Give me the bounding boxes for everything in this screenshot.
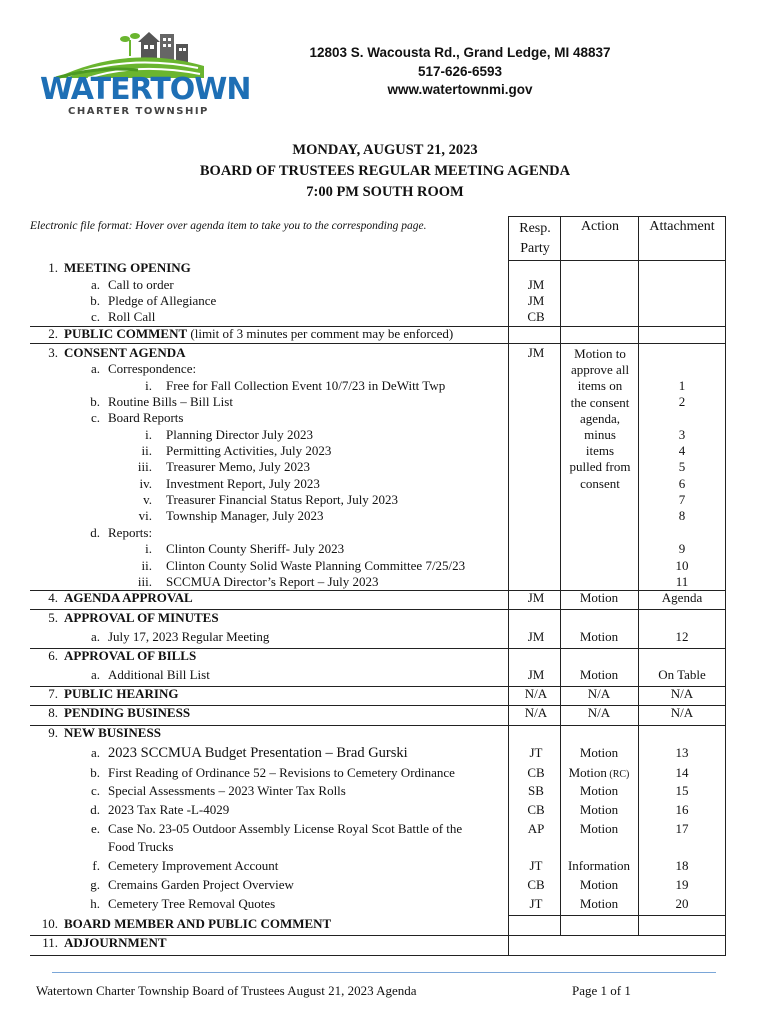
consent-action-line: the consent (570, 394, 630, 410)
item-label[interactable]: Cremains Garden Project Overview (108, 877, 294, 892)
item-label[interactable]: Pledge of Allegiance (108, 293, 217, 308)
item-number: d. (90, 802, 100, 817)
footer-document-name: Watertown Charter Township Board of Trustees August 21, 2023 Agenda (36, 983, 417, 998)
item-number: 11. (42, 935, 58, 950)
item-label[interactable]: Treasurer Memo, July 2023 (166, 459, 310, 474)
responsible-party: N/A (524, 705, 548, 720)
responsible-party: JM (527, 629, 545, 644)
phone-number: 517-626-6593 (417, 63, 503, 79)
roll-call-note: (RC) (606, 769, 630, 780)
item-label[interactable]: 2023 Tax Rate -L-4029 (108, 802, 230, 817)
attachment-link[interactable]: 8 (678, 508, 686, 523)
attachment-link[interactable]: Agenda (661, 590, 703, 605)
agenda-row[interactable] (0, 725, 770, 742)
meeting-time-room: 7:00 PM SOUTH ROOM (306, 184, 464, 200)
responsible-party: SB (528, 783, 544, 798)
item-number: ii. (141, 443, 152, 458)
consent-action-line: minus (584, 427, 616, 443)
address-block (250, 44, 670, 100)
item-label[interactable]: CONSENT AGENDA (64, 345, 186, 360)
item-number: d. (90, 525, 100, 540)
agenda-row[interactable] (0, 705, 770, 722)
consent-action-line: consent (580, 475, 620, 491)
agenda-row[interactable] (0, 558, 770, 575)
item-label[interactable]: Planning Director July 2023 (166, 427, 313, 442)
attachment-link[interactable]: 11 (675, 574, 689, 589)
item-action: Motion (579, 877, 619, 892)
item-number: v. (143, 492, 152, 507)
agenda-row[interactable] (0, 648, 770, 665)
attachment-link[interactable]: 9 (678, 541, 686, 556)
item-action: Motion (579, 745, 619, 760)
item-number: i. (145, 427, 152, 442)
attachment-link[interactable]: 18 (675, 858, 689, 873)
item-number: 9. (48, 725, 58, 740)
agenda-row[interactable] (0, 896, 770, 913)
item-action: Motion (579, 629, 619, 644)
item-number: a. (90, 667, 100, 682)
agenda-row[interactable] (0, 410, 770, 427)
item-number: a. (90, 629, 100, 644)
meeting-name: BOARD OF TRUSTEES REGULAR MEETING AGENDA (199, 163, 571, 179)
consent-action-line: approve all (570, 362, 630, 378)
consent-action-line: items on (577, 378, 623, 394)
item-label[interactable]: Township Manager, July 2023 (166, 508, 324, 523)
item-action: N/A (587, 686, 611, 701)
item-number: b. (90, 293, 100, 308)
item-label[interactable]: APPROVAL OF MINUTES (64, 610, 219, 625)
agenda-row[interactable] (0, 916, 770, 933)
item-label[interactable]: APPROVAL OF BILLS (64, 648, 197, 663)
header-resp-party: Resp. Party (519, 221, 551, 256)
item-action: Motion (579, 667, 619, 682)
attachment-link[interactable]: 4 (678, 443, 686, 458)
item-label[interactable]: Reports: (108, 525, 153, 540)
attachment-link[interactable]: 3 (678, 427, 686, 442)
footer-rule (52, 972, 716, 973)
item-number: a. (90, 361, 100, 376)
item-label[interactable]: BOARD MEMBER AND PUBLIC COMMENT (64, 916, 332, 931)
responsible-party: AP (527, 821, 545, 836)
item-action: Motion (579, 590, 619, 605)
consent-agenda-action (562, 346, 638, 492)
agenda-row[interactable] (0, 427, 770, 444)
agenda-row[interactable] (0, 459, 770, 476)
item-label[interactable]: Cemetery Tree Removal Quotes (108, 896, 276, 911)
item-label[interactable]: Special Assessments – 2023 Winter Tax Rolls (108, 783, 346, 798)
responsible-party: N/A (524, 686, 548, 701)
item-number: g. (90, 877, 100, 892)
item-action: Motion (579, 896, 619, 911)
agenda-row[interactable] (0, 476, 770, 493)
agenda-row[interactable] (0, 821, 770, 838)
attachment-link[interactable]: 14 (675, 765, 689, 780)
attachment-link[interactable]: 20 (675, 896, 689, 911)
agenda-row[interactable] (0, 935, 770, 952)
item-number: 8. (48, 705, 58, 720)
agenda-row[interactable] (0, 277, 770, 294)
agenda-row[interactable] (0, 260, 770, 277)
agenda-row[interactable] (0, 492, 770, 509)
agenda-row[interactable] (0, 345, 770, 362)
item-number: iii. (137, 574, 152, 589)
responsible-party: JM (527, 590, 545, 605)
agenda-row[interactable] (0, 309, 770, 326)
agenda-row[interactable] (0, 629, 770, 646)
item-number: c. (90, 309, 100, 324)
agenda-row[interactable] (0, 293, 770, 310)
meeting-date: MONDAY, AUGUST 21, 2023 (292, 142, 478, 158)
consent-action-line: agenda, (579, 410, 621, 426)
agenda-row[interactable] (0, 590, 770, 607)
attachment-link[interactable]: 15 (675, 783, 689, 798)
attachment-link[interactable]: 2 (678, 394, 686, 409)
item-label[interactable]: NEW BUSINESS (64, 725, 161, 740)
item-number: 1. (48, 260, 58, 275)
responsible-party: JM (527, 345, 545, 360)
electronic-format-note: Electronic file format: Hover over agenda item to take you to the corresponding page. (30, 220, 427, 232)
item-label[interactable]: Free for Fall Collection Event 10/7/23 in DeWitt Twp (166, 378, 446, 393)
item-label[interactable]: Cemetery Improvement Account (108, 858, 279, 873)
item-action: Motion (579, 783, 619, 798)
agenda-row[interactable] (0, 610, 770, 627)
item-number: a. (90, 277, 100, 292)
agenda-row[interactable] (0, 802, 770, 819)
item-number: vi. (138, 508, 152, 523)
item-number: iv. (139, 476, 152, 491)
attachment-link[interactable]: On Table (658, 667, 706, 682)
agenda-row[interactable] (0, 525, 770, 542)
item-number: c. (90, 410, 100, 425)
item-action: Motion (579, 821, 619, 836)
attachment-link[interactable]: 12 (675, 629, 689, 644)
logo-word: WATERTOWN (40, 72, 251, 107)
item-number: 10. (41, 916, 58, 931)
agenda-row[interactable] (0, 858, 770, 875)
responsible-party: JM (527, 293, 545, 308)
item-label[interactable]: PENDING BUSINESS (64, 705, 191, 720)
agenda-row[interactable] (0, 667, 770, 684)
item-label[interactable]: AGENDA APPROVAL (64, 590, 193, 605)
attachment-link[interactable]: 1 (678, 378, 686, 393)
item-action: Information (567, 858, 631, 873)
agenda-row[interactable] (0, 574, 770, 591)
agenda-row[interactable] (0, 378, 770, 395)
agenda-row[interactable] (0, 326, 770, 343)
item-number: 3. (48, 345, 58, 360)
item-label[interactable]: Permitting Activities, July 2023 (166, 443, 332, 458)
agenda-row[interactable] (0, 765, 770, 782)
item-number: i. (145, 378, 152, 393)
responsible-party: JT (529, 896, 543, 911)
agenda-row[interactable] (0, 745, 770, 762)
responsible-party: CB (527, 877, 545, 892)
item-label[interactable]: Additional Bill List (108, 667, 210, 682)
item-note: (limit of 3 minutes per comment may be enforced) (187, 326, 454, 341)
responsible-party: CB (527, 309, 545, 324)
agenda-row[interactable] (0, 877, 770, 894)
item-number: a. (90, 745, 100, 760)
item-label[interactable]: Case No. 23-05 Outdoor Assembly License Royal Scot Battle of the (108, 821, 463, 836)
agenda-row[interactable] (0, 783, 770, 800)
agenda-row[interactable] (0, 394, 770, 411)
attachment-link[interactable]: 6 (678, 476, 686, 491)
attachment-link[interactable]: 16 (675, 802, 689, 817)
agenda-row[interactable] (0, 686, 770, 703)
item-number: 4. (48, 590, 58, 605)
item-label[interactable]: Routine Bills – Bill List (108, 394, 233, 409)
attachment-link[interactable]: 7 (678, 492, 686, 507)
item-number: 2. (48, 326, 58, 341)
responsible-party: JT (529, 745, 543, 760)
agenda-title (0, 140, 770, 203)
responsible-party: CB (527, 765, 545, 780)
consent-action-line: items (585, 443, 615, 459)
item-label[interactable]: Clinton County Sheriff- July 2023 (166, 541, 345, 556)
consent-action-line: pulled from (569, 459, 631, 475)
item-label[interactable]: MEETING OPENING (64, 260, 191, 275)
responsible-party: JT (529, 858, 543, 873)
item-number: 5. (48, 610, 58, 625)
attachment-link[interactable]: 19 (675, 877, 689, 892)
item-label[interactable]: Correspondence: (108, 361, 197, 376)
logo-subtitle: CHARTER TOWNSHIP (68, 106, 209, 117)
attachment-link[interactable]: 10 (675, 558, 689, 573)
website-link[interactable]: www.watertownmi.gov (387, 82, 533, 97)
item-label[interactable]: 2023 SCCMUA Budget Presentation – Brad Gurski (108, 745, 408, 761)
item-number: 7. (48, 686, 58, 701)
agenda-row[interactable] (0, 443, 770, 460)
attachment-link[interactable]: N/A (670, 686, 694, 701)
item-label[interactable]: SCCMUA Director’s Report – July 2023 (166, 574, 379, 589)
item-label[interactable]: Investment Report, July 2023 (166, 476, 320, 491)
item-label[interactable]: Board Reports (108, 410, 184, 425)
item-number: c. (90, 783, 100, 798)
item-label[interactable]: First Reading of Ordinance 52 – Revisions to Cemetery Ordinance (108, 765, 455, 780)
item-number: ii. (141, 558, 152, 573)
responsible-party: JM (527, 277, 545, 292)
attachment-link[interactable]: 17 (675, 821, 689, 836)
responsible-party: CB (527, 802, 545, 817)
header-attachment: Attachment (649, 219, 715, 234)
item-number: f. (92, 858, 100, 873)
item-number: iii. (137, 459, 152, 474)
attachment-link[interactable]: 5 (678, 459, 686, 474)
header-action: Action (580, 219, 620, 234)
item-number: b. (90, 765, 100, 780)
item-label[interactable]: July 17, 2023 Regular Meeting (108, 629, 270, 644)
item-action: N/A (587, 705, 611, 720)
watertown-logo (38, 26, 251, 122)
consent-action-line: Motion to (574, 346, 626, 361)
item-action: Motion (RC) (568, 765, 630, 780)
item-number: e. (90, 821, 100, 836)
attachment-link[interactable]: 13 (675, 745, 689, 760)
responsible-party: JM (527, 667, 545, 682)
agenda-row[interactable] (0, 361, 770, 378)
item-number: b. (90, 394, 100, 409)
item-label[interactable]: Treasurer Financial Status Report, July 2023 (166, 492, 399, 507)
item-label[interactable]: PUBLIC HEARING (64, 686, 179, 701)
agenda-row[interactable] (0, 839, 770, 856)
item-label[interactable]: Food Trucks (108, 839, 174, 854)
item-label[interactable]: Clinton County Solid Waste Planning Committee 7/25/23 (166, 558, 466, 573)
item-number: 6. (48, 648, 58, 663)
item-number: h. (90, 896, 100, 911)
attachment-link[interactable]: N/A (670, 705, 694, 720)
item-label[interactable]: ADJOURNMENT (64, 935, 167, 950)
agenda-row[interactable] (0, 508, 770, 525)
item-label[interactable]: PUBLIC COMMENT (limit of 3 minutes per comment may be enforced) (64, 326, 454, 341)
item-label[interactable]: Call to order (108, 277, 174, 292)
item-action: Motion (579, 802, 619, 817)
item-number: i. (145, 541, 152, 556)
item-label[interactable]: Roll Call (108, 309, 156, 324)
footer-page-number: Page 1 of 1 (572, 983, 631, 998)
agenda-row[interactable] (0, 541, 770, 558)
street-address: 12803 S. Wacousta Rd., Grand Ledge, MI 48837 (309, 45, 611, 60)
